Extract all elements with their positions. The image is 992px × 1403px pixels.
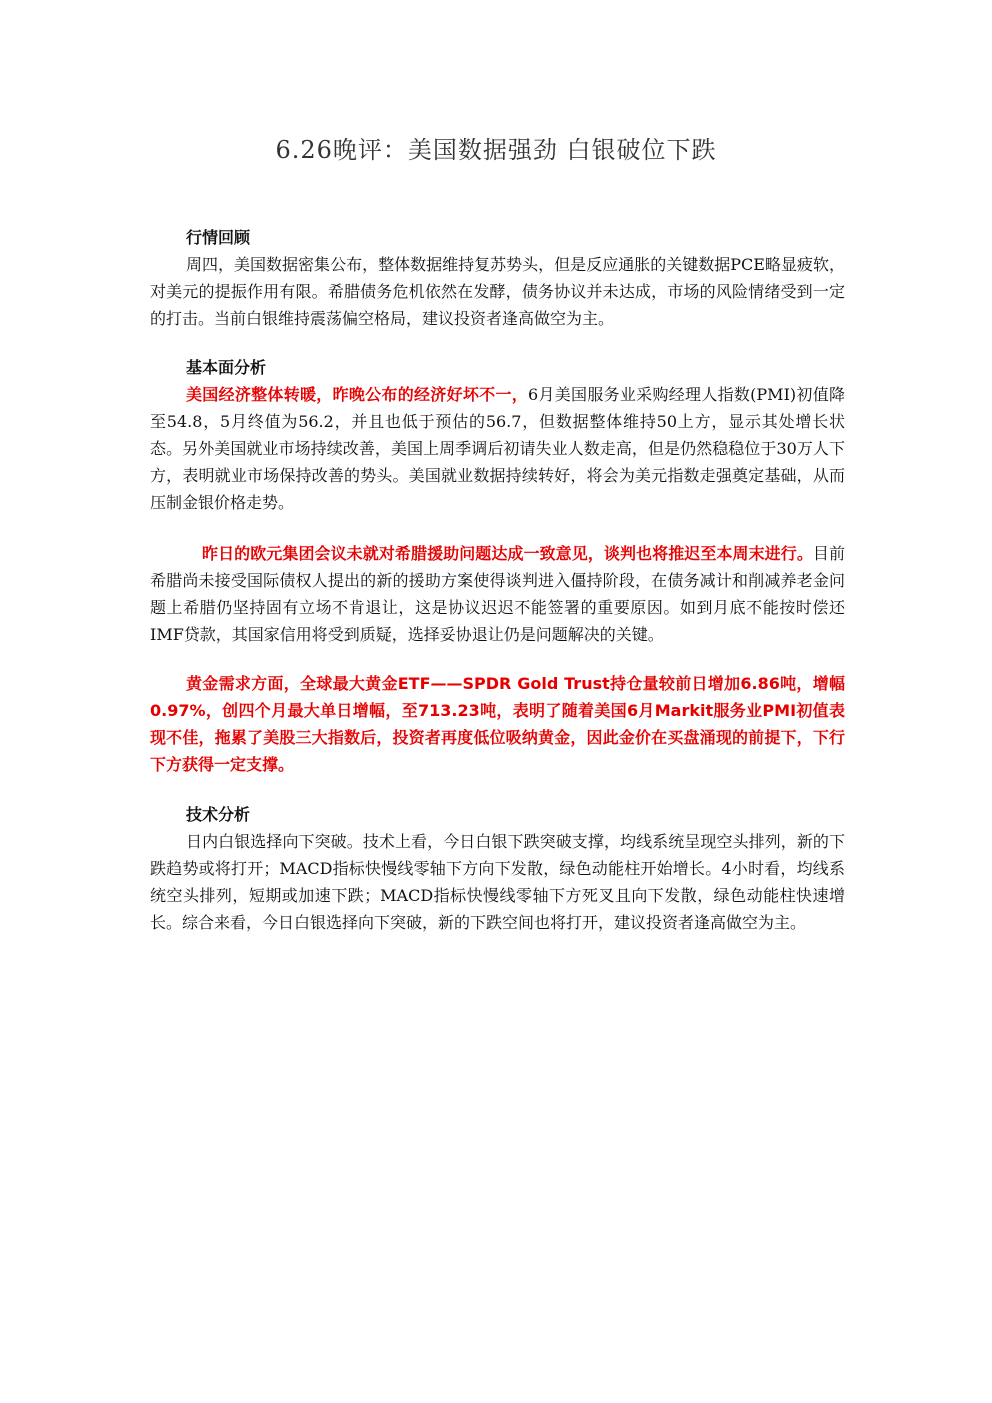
fundamental-p1-highlight: 美国经济整体转暖，昨晚公布的经济好坏不一， <box>186 385 528 404</box>
section-technical-analysis <box>150 801 845 936</box>
document-title: 6.26晚评：美国数据强劲 白银破位下跌 <box>275 136 717 164</box>
section-fundamental-europe <box>150 540 845 648</box>
fundamental-paragraph-3 <box>150 670 845 778</box>
section-heading-review: 行情回顾 <box>186 228 251 247</box>
section-heading-fundamental: 基本面分析 <box>186 358 267 377</box>
section-heading-technical: 技术分析 <box>186 805 251 824</box>
review-paragraph: 周四，美国数据密集公布，整体数据维持复苏势头，但是反应通胀的关键数据PCE略显疲软，对美元的提振作用有限。希腊债务危机依然在发酵，债务协议并未达成，市场的风险情绪受到一定的打击。当前白银维持震荡偏空格局，建议投资者逢高做空为主。 <box>150 255 845 328</box>
section-fundamental-gold <box>150 670 845 778</box>
fundamental-p3-highlight: 黄金需求方面，全球最大黄金ETF——SPDR Gold Trust持仓量较前日增加6.86吨，增幅0.97%，创四个月最大单日增幅，至713.23吨，表明了随着美国6月Markit服务业PMI初值表现不佳，拖累了美股三大指数后，投资者再度低位吸纳黄金，因此金价在买盘涌现的前提下，下行下方获得一定支撑。 <box>150 674 845 774</box>
section-fundamental-analysis <box>150 354 845 516</box>
fundamental-paragraph-2 <box>150 540 845 648</box>
fundamental-p1-body: 6月美国服务业采购经理人指数(PMI)初值降至54.8，5月终值为56.2，并且也低于预估的56.7，但数据整体维持50上方，显示其处增长状态。另外美国就业市场持续改善，美国上周季调后初请失业人数走高，但是仍然稳稳位于30万人下方，表明就业市场保持改善的势头。美国就业数据持续转好，将会为美元指数走强奠定基础，从而压制金银价格走势。 <box>150 385 845 512</box>
section-market-review <box>150 224 845 332</box>
fundamental-p2-body: 目前希腊尚未接受国际债权人提出的新的援助方案使得谈判进入僵持阶段，在债务减计和削减养老金问题上希腊仍坚持固有立场不肯退让，这是协议迟迟不能签署的重要原因。如到月底不能按时偿还IMF贷款，其国家信用将受到质疑，选择妥协退让仍是问题解决的关键。 <box>150 544 845 644</box>
fundamental-p2-highlight: 昨日的欧元集团会议未就对希腊援助问题达成一致意见，谈判也将推迟至本周末进行。 <box>202 544 813 563</box>
fundamental-paragraph-1 <box>150 381 845 516</box>
technical-paragraph: 日内白银选择向下突破。技术上看，今日白银下跌突破支撑，均线系统呈现空头排列，新的下跌趋势或将打开；MACD指标快慢线零轴下方向下发散，绿色动能柱开始增长。4小时看，均线系统空头排列，短期或加速下跌；MACD指标快慢线零轴下方死叉且向下发散，绿色动能柱快速增长。综合来看，今日白银选择向下突破，新的下跌空间也将打开，建议投资者逢高做空为主。 <box>150 832 845 932</box>
